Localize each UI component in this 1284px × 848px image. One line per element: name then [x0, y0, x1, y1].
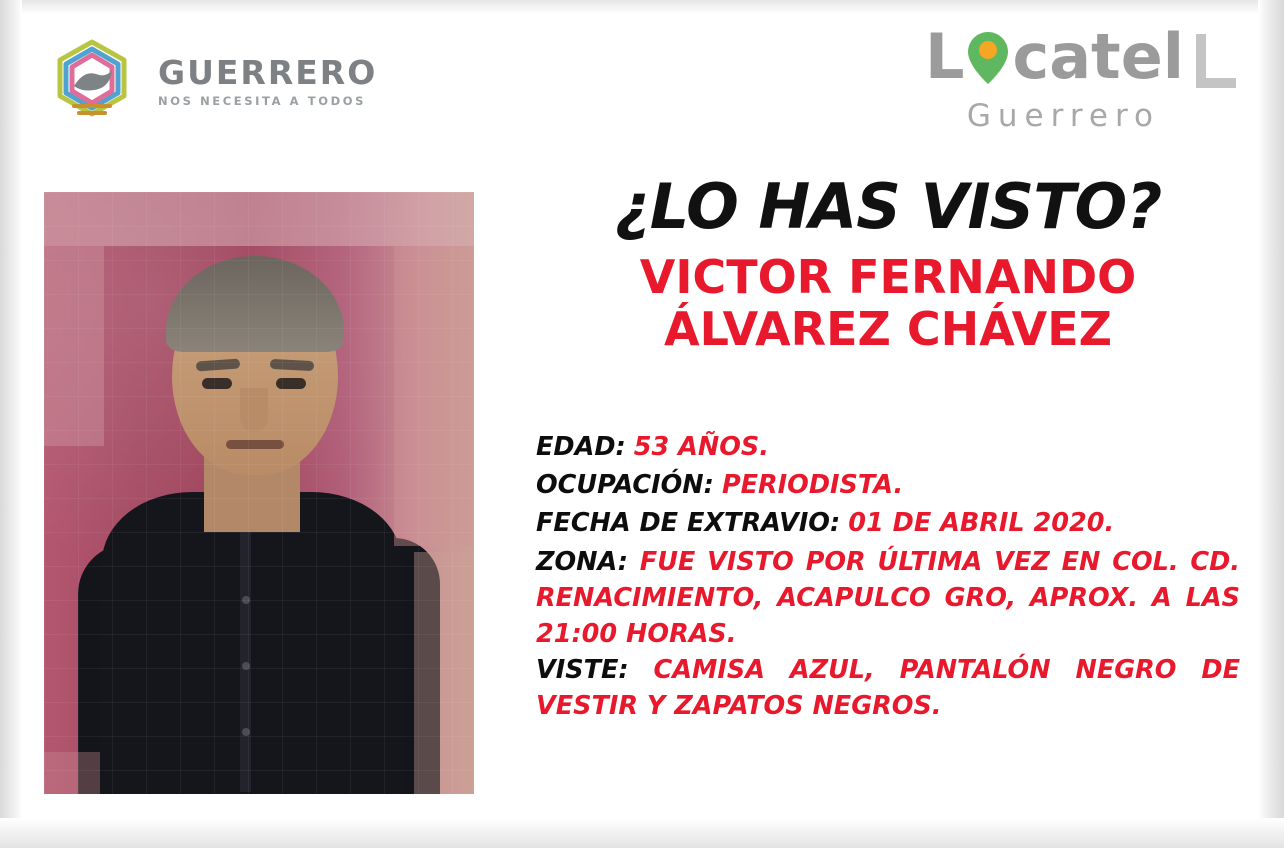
locatel-logo: [924, 20, 1206, 134]
guerrero-wordmark: [158, 50, 377, 108]
detail-row-zona: [536, 544, 1240, 653]
detail-label-edad: EDAD:: [536, 432, 626, 463]
poster-content: [536, 170, 1240, 725]
poster-headline: ¿LO HAS VISTO?: [614, 170, 1162, 243]
guerrero-government-logo: [40, 36, 377, 122]
poster-name-line-1: VICTOR FERNANDO: [639, 250, 1137, 304]
poster-header: [0, 18, 1284, 148]
guerrero-main-text: GUERRERO: [158, 53, 378, 92]
locatel-subtitle: Guerrero: [966, 98, 1160, 134]
location-pin-icon: [965, 30, 1011, 86]
detail-value-edad: 53 AÑOS.: [633, 432, 769, 463]
locatel-letter-l: L: [924, 20, 965, 93]
detail-value-fecha: 01 DE ABRIL 2020.: [848, 508, 1115, 539]
detail-label-zona: ZONA:: [536, 546, 628, 577]
guerrero-tagline: NOS NECESITA A TODOS: [158, 94, 367, 108]
detail-value-zona: FUE VISTO POR ÚLTIMA VEZ EN COL. CD. RENACIMIENTO, ACAPULCO GRO, APROX. A LAS 21:00 HORAS.: [536, 546, 1240, 650]
poster-details: [536, 429, 1240, 725]
detail-row-ocupacion: [536, 467, 1240, 503]
guerrero-hexagon-icon: [40, 36, 144, 122]
photo-pixelation-overlay: [44, 192, 474, 794]
page-edge-top: [0, 0, 1284, 14]
detail-row-fecha: [536, 505, 1240, 541]
detail-value-ocupacion: PERIODISTA.: [721, 470, 904, 501]
detail-label-viste: VISTE:: [536, 655, 629, 686]
detail-label-ocupacion: OCUPACIÓN:: [536, 470, 714, 501]
detail-row-edad: [536, 429, 1240, 465]
detail-label-fecha: FECHA DE EXTRAVIO:: [536, 508, 841, 539]
locatel-text: catel: [1012, 20, 1184, 93]
locatel-bracket: [1196, 34, 1206, 88]
missing-person-photo: [44, 192, 474, 794]
detail-value-viste: CAMISA AZUL, PANTALÓN NEGRO DE VESTIR Y ZAPATOS NEGROS.: [536, 655, 1240, 722]
detail-row-viste: [536, 652, 1240, 724]
poster-name-line-2: ÁLVAREZ CHÁVEZ: [664, 301, 1112, 356]
page-edge-bottom: [0, 818, 1284, 848]
